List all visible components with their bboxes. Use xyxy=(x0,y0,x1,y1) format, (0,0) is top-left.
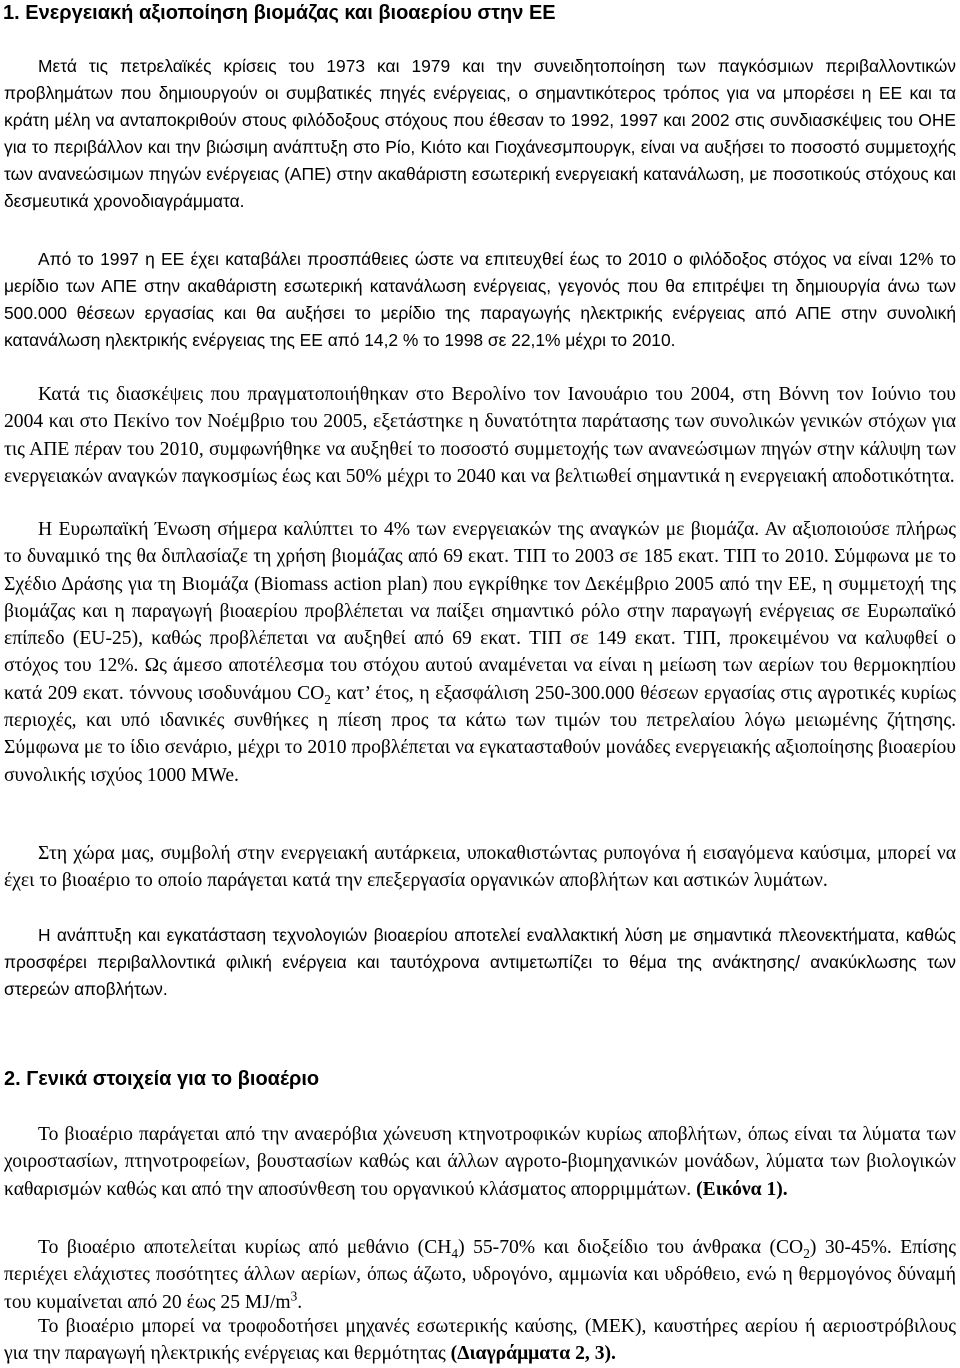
paragraph-biomass xyxy=(4,516,956,789)
paragraph-technology: Η ανάπτυξη και εγκατάσταση τεχνολογιών βιοαερίου αποτελεί εναλλακτική λύση με σημαντικά πλεονεκτήματα, καθώς προσφέρει περιβαλλοντικά φιλική ενέργεια και ταυτόχρονα αντιμετωπίζει το θέμα της ανάκτησης/ ανακύκλωσης των στερεών αποβλήτων. xyxy=(4,925,956,1000)
ch4-subscript: 4 xyxy=(451,1245,459,1261)
m3-superscript: 3 xyxy=(290,1288,298,1304)
composition-text-b: ) 55-70% και διοξείδιο του άνθρακα (CO xyxy=(458,1237,804,1258)
composition-text-d: . xyxy=(297,1291,303,1313)
paragraph-biogas-composition xyxy=(4,1234,956,1316)
paragraph-biomass-text-b: κατ’ έτος, η εξασφάλιση 250-300.000 θέσεων εργασίας στις αγροτικές κυρίως περιοχές, και υπό ιδανικές συνθήκες η πίεση προς τα κάτω των τιμών του πετρελαίου λόγω μειωμένης ζήτησης. Σύμφωνα με το ίδιο σενάριο, μέχρι το 2010 προβλέπεται να εγκατασταθούν μονάδες ενεργειακής αξιοποίησης βιοαερίου συνολικής ισχύος 1000 MWe. xyxy=(4,682,956,786)
section-2-heading: 2. Γενικά στοιχεία για το βιοαέριο xyxy=(4,1068,320,1090)
paragraph-biogas-use xyxy=(4,1313,956,1368)
composition-text-a: Το βιοαέριο αποτελείται κυρίως από μεθάνιο (CH xyxy=(38,1237,452,1258)
paragraph-biogas-production xyxy=(4,1121,956,1203)
paragraph-greece: Στη χώρα μας, συμβολή στην ενεργειακή αυτάρκεια, υποκαθιστώντας ρυπογόνα ή εισαγόμενα καύσιμα, μπορεί να έχει το βιοαέριο το οποίο παράγεται κατά την επεξεργασία οργανικών αποβλήτων και αστικών λυμάτων. xyxy=(4,843,956,892)
figure-reference: (Εικόνα 1). xyxy=(696,1178,788,1200)
paragraph-ret-1: Μετά τις πετρελαϊκές κρίσεις του 1973 και 1979 και την συνειδητοποίηση των παγκόσμιων περιβαλλοντικών προβλημάτων που δημιουργούν οι συμβατικές πηγές ενέργειας, ο σημαντικότερος τρόπος για να μπορέσει η ΕΕ και τα κράτη μέλη να ανταποκριθούν στους φιλόδοξους στόχους που έθεσαν το 1992, 1997 και 2002 στις συνδιασκέψεις του ΟΗΕ για το περιβάλλον και την βιώσιμη ανάπτυξη στο Ρίο, Κιότο και Γιοχάνεσμπουργκ, είναι να αυξήσει το ποσοστό συμμετοχής των ανανεώσιμων πηγών ενέργειας (ΑΠΕ) στην ακαθάριστη εσωτερική ενεργειακή κατανάλωση, με ποσοτικούς στόχους και δεσμευτικά χρονοδιαγράμματα. xyxy=(4,56,956,212)
paragraph-biomass-text-a: Η Ευρωπαϊκή Ένωση σήμερα καλύπτει το 4% των ενεργειακών της αναγκών με βιομάζα. Αν αξιοποιούσε πλήρως το δυναμικό της θα διπλασίαζε τη χρήση βιομάζας από 69 εκατ. ΤΙΠ το 2003 σε 185 εκατ. ΤΙΠ το 2010. Σύμφωνα με το Σχέδιο Δράσης για τη Βιομάζα (Biomass action plan) που εγκρίθηκε τον Δεκέμβριο 2005 από την ΕΕ, η συμμετοχή της βιομάζας και η παραγωγή βιοαερίου προβλέπεται να παίξει σημαντικό ρόλο στην παραγωγή ενέργειας σε Ευρωπαϊκό επίπεδο (EU-25), καθώς προβλέπεται να αυξηθεί από 69 εκατ. ΤΙΠ σε 149 εκατ. ΤΙΠ, προκειμένου να καλυφθεί ο στόχος του 12%. Ως άμεσο αποτέλεσμα του στόχου αυτού αναμένεται να είναι η μείωση των αερίων του θερμοκηπίου κατά 209 εκατ. τόννους ισοδυνάμου CO xyxy=(4,519,956,704)
paragraph-ret-2: Από το 1997 η ΕΕ έχει καταβάλει προσπάθειες ώστε να επιτευχθεί έως το 2010 ο φιλόδοξος στόχος να είναι 12% το μερίδιο των ΑΠΕ στην ακαθάριστη εσωτερική κατανάλωση ενέργειας, γεγονός που θα επιτρέψει τη δημιουργία άνω των 500.000 θέσεων εργασίας και θα αυξήσει το μερίδιο της παραγωγής ηλεκτρικής ενέργειας από ΑΠΕ στην συνολική κατανάλωση ηλεκτρικής ενέργειας της ΕΕ από 14,2 % το 1998 σε 22,1% μέχρι το 2010. xyxy=(4,249,956,351)
paragraph-biogas-production-text: Το βιοαέριο παράγεται από την αναερόβια χώνευση κτηνοτροφικών κυρίως αποβλήτων, όπως είναι τα λύματα των χοιροστασίων, πτηνοτροφείων, βουστασίων καθώς και άλλων αγροτο-βιομηχανικών μονάδων, λύματα των βιολογικών καθαρισμών καθώς και από την αποσύνθεση του οργανικού κλάσματος απορριμμάτων. xyxy=(4,1124,956,1200)
paragraph-ret-3: Κατά τις διασκέψεις που πραγματοποιήθηκαν στο Βερολίνο τον Ιανουάριο του 2004, στη Βόννη τον Ιούνιο του 2004 και στο Πεκίνο τον Νοέμβριο του 2005, εξετάστηκε η δυνατότητα παράτασης των συνολικών γενικών στόχων για τις ΑΠΕ πέραν του 2010, συμφωνήθηκε να αυξηθεί το ποσοστό συμμετοχής των ανανεώσιμων πηγών στην κάλυψη των ενεργειακών αναγκών παγκοσμίως έως και 50% μέχρι το 2040 και να βελτιωθεί σημαντικά η ενεργειακή αποδοτικότητα. xyxy=(4,384,956,487)
section-1-heading: 1. Ενεργειακή αξιοποίηση βιομάζας και βιοαερίου στην ΕΕ xyxy=(3,2,556,24)
co2-subscript: 2 xyxy=(324,691,331,707)
biogas-use-text: Το βιοαέριο μπορεί να τροφοδοτήσει μηχανές εσωτερικής καύσης, (ΜΕΚ), καυστήρες αερίου ή αεριοστρόβιλους για την παραγωγή ηλεκτρικής ενέργειας και θερμότητας xyxy=(4,1316,956,1365)
diagram-reference: (Διαγράμματα 2, 3). xyxy=(450,1343,616,1365)
co2-subscript-2: 2 xyxy=(803,1245,810,1261)
composition-text-c: ) 30-45%. Επίσης περιέχει ελάχιστες ποσότητες άλλων αερίων, όπως άζωτο, υδρογόνο, αμμωνία και υδρόθειο, ενώ η θερμογόνος δύναμή του κυμαίνεται από 20 έως 25 MJ/m xyxy=(4,1237,956,1313)
